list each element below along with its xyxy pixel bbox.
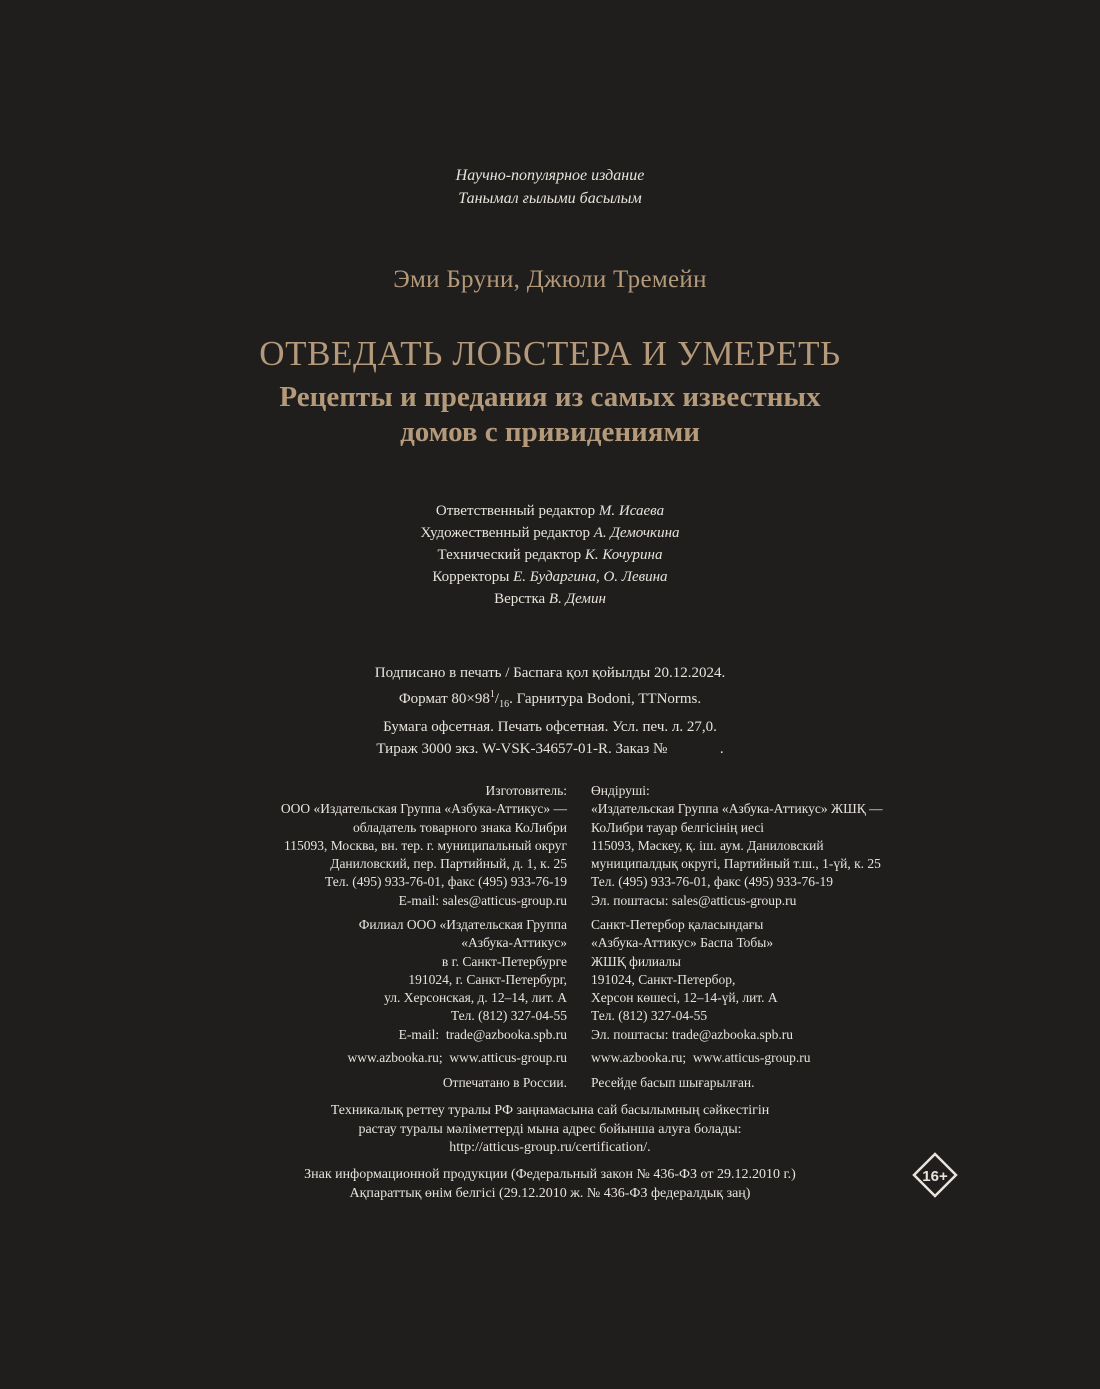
certification-note: Техникалық реттеу туралы РФ заңнамасына сай басылымның сәйкестігін растау туралы мәліметтерді мына адрес бойынша алуға болады: http://atticus-group.ru/certification/.: [330, 1103, 770, 1155]
editor-line: [0, 544, 1100, 566]
print-run: Тираж 3000 экз. W-VSK-34657-01-R. Заказ № .: [376, 741, 724, 757]
editor-role: Ответственный редактор: [435, 503, 596, 519]
websites-ru: www.azbooka.ru; www.atticus-group.ru: [347, 1050, 567, 1065]
age-rating-label: 16+: [922, 1168, 948, 1185]
branch-ru: Филиал ООО «Издательская Группа «Азбука-Аттикус» в г. Санкт-Петербурге 191024, г. Санкт-Петербург, ул. Херсонская, д. 12–14, лит. А Тел. (812) 327-04-55 E-mail: trade@azbooka.spb.ru: [358, 917, 567, 1042]
editor-role: Художественный редактор: [420, 525, 590, 541]
editor-line: [0, 500, 1100, 522]
editor-name: М. Исаева: [598, 503, 665, 519]
printed-in-kz: Ресейде басып шығарылған.: [591, 1075, 755, 1090]
editor-line: [0, 522, 1100, 544]
editor-name: К. Кочурина: [584, 547, 663, 563]
websites-kz: www.azbooka.ru; www.atticus-group.ru: [591, 1050, 811, 1065]
subtitle-line-2: домов с привидениями: [400, 416, 700, 448]
book-title: ОТВЕДАТЬ ЛОБСТЕРА И УМЕРЕТЬ: [259, 334, 841, 373]
manufacturer-ru: Изготовитель: ООО «Издательская Группа «Азбука-Аттикус» — обладатель товарного знака КоЛибри 115093, Москва, вн. тер. г. муниципальный округ Даниловский, пер. Партийный, д. 1, к. 25 Тел. (495) 933-76-01, факс (495) 933-76-19 E-mail: sales@atticus-group.ru: [280, 783, 567, 908]
editor-role: Корректоры: [432, 569, 510, 585]
editor-role: Верстка: [494, 591, 546, 607]
editor-line: [0, 566, 1100, 588]
printed-in-ru: Отпечатано в России.: [442, 1075, 567, 1090]
manufacturer-kz: Өндіруші: «Издательская Группа «Азбука-Аттикус» ЖШҚ — КоЛибри тауар белгісінің иесі 115093, Мәскеу, қ. іш. аум. Даниловский муниципалдық округі, Партийный т.ш., 1-үй, к. 25 Тел. (495) 933-76-01, факс (495) 933-76-19 Эл. поштасы: sales@atticus-group.ru: [591, 783, 883, 908]
age-rating-icon: [912, 1152, 958, 1198]
editors-list: [0, 500, 1100, 610]
editor-line: [0, 588, 1100, 610]
print-details: [0, 662, 1100, 760]
edition-kind-kz: Танымал ғылыми басылым: [458, 190, 642, 207]
subtitle-line-1: Рецепты и предания из самых известных: [279, 381, 821, 413]
info-product-sign: Знак информационной продукции (Федеральный закон № 436-ФЗ от 29.12.2010 г.) Ақпараттық өнім белгісі (29.12.2010 ж. № 436-ФЗ федералдық заң): [304, 1167, 796, 1201]
editor-name: А. Демочкина: [593, 525, 680, 541]
editor-name: В. Демин: [548, 591, 606, 607]
edition-kind: [0, 164, 1100, 210]
editor-name: Е. Бударгина, О. Левина: [513, 569, 668, 585]
authors: Эми Бруни, Джюли Тремейн: [393, 266, 707, 293]
editor-role: Технический редактор: [437, 547, 582, 563]
book-subtitle: [0, 380, 1100, 450]
print-signed: Подписано в печать / Баспаға қол қойылды 20.12.2024.: [374, 665, 726, 681]
edition-kind-ru: Научно-популярное издание: [455, 167, 645, 184]
branch-kz: Санкт-Петербор қаласындағы «Азбука-Аттикус» Баспа Тобы» ЖШҚ филиалы 191024, Санкт-Петербор, Херсон көшесі, 12–14-үй, лит. А Тел. (812) 327-04-55 Эл. поштасы: trade@azbooka.spb.ru: [591, 917, 793, 1042]
print-format: Формат $80\times 98^1/_{16}$. Гарнитура Bodoni, TTNorms.: [398, 689, 702, 710]
print-paper: Бумага офсетная. Печать офсетная. Усл. печ. л. 27,0.: [383, 719, 717, 735]
